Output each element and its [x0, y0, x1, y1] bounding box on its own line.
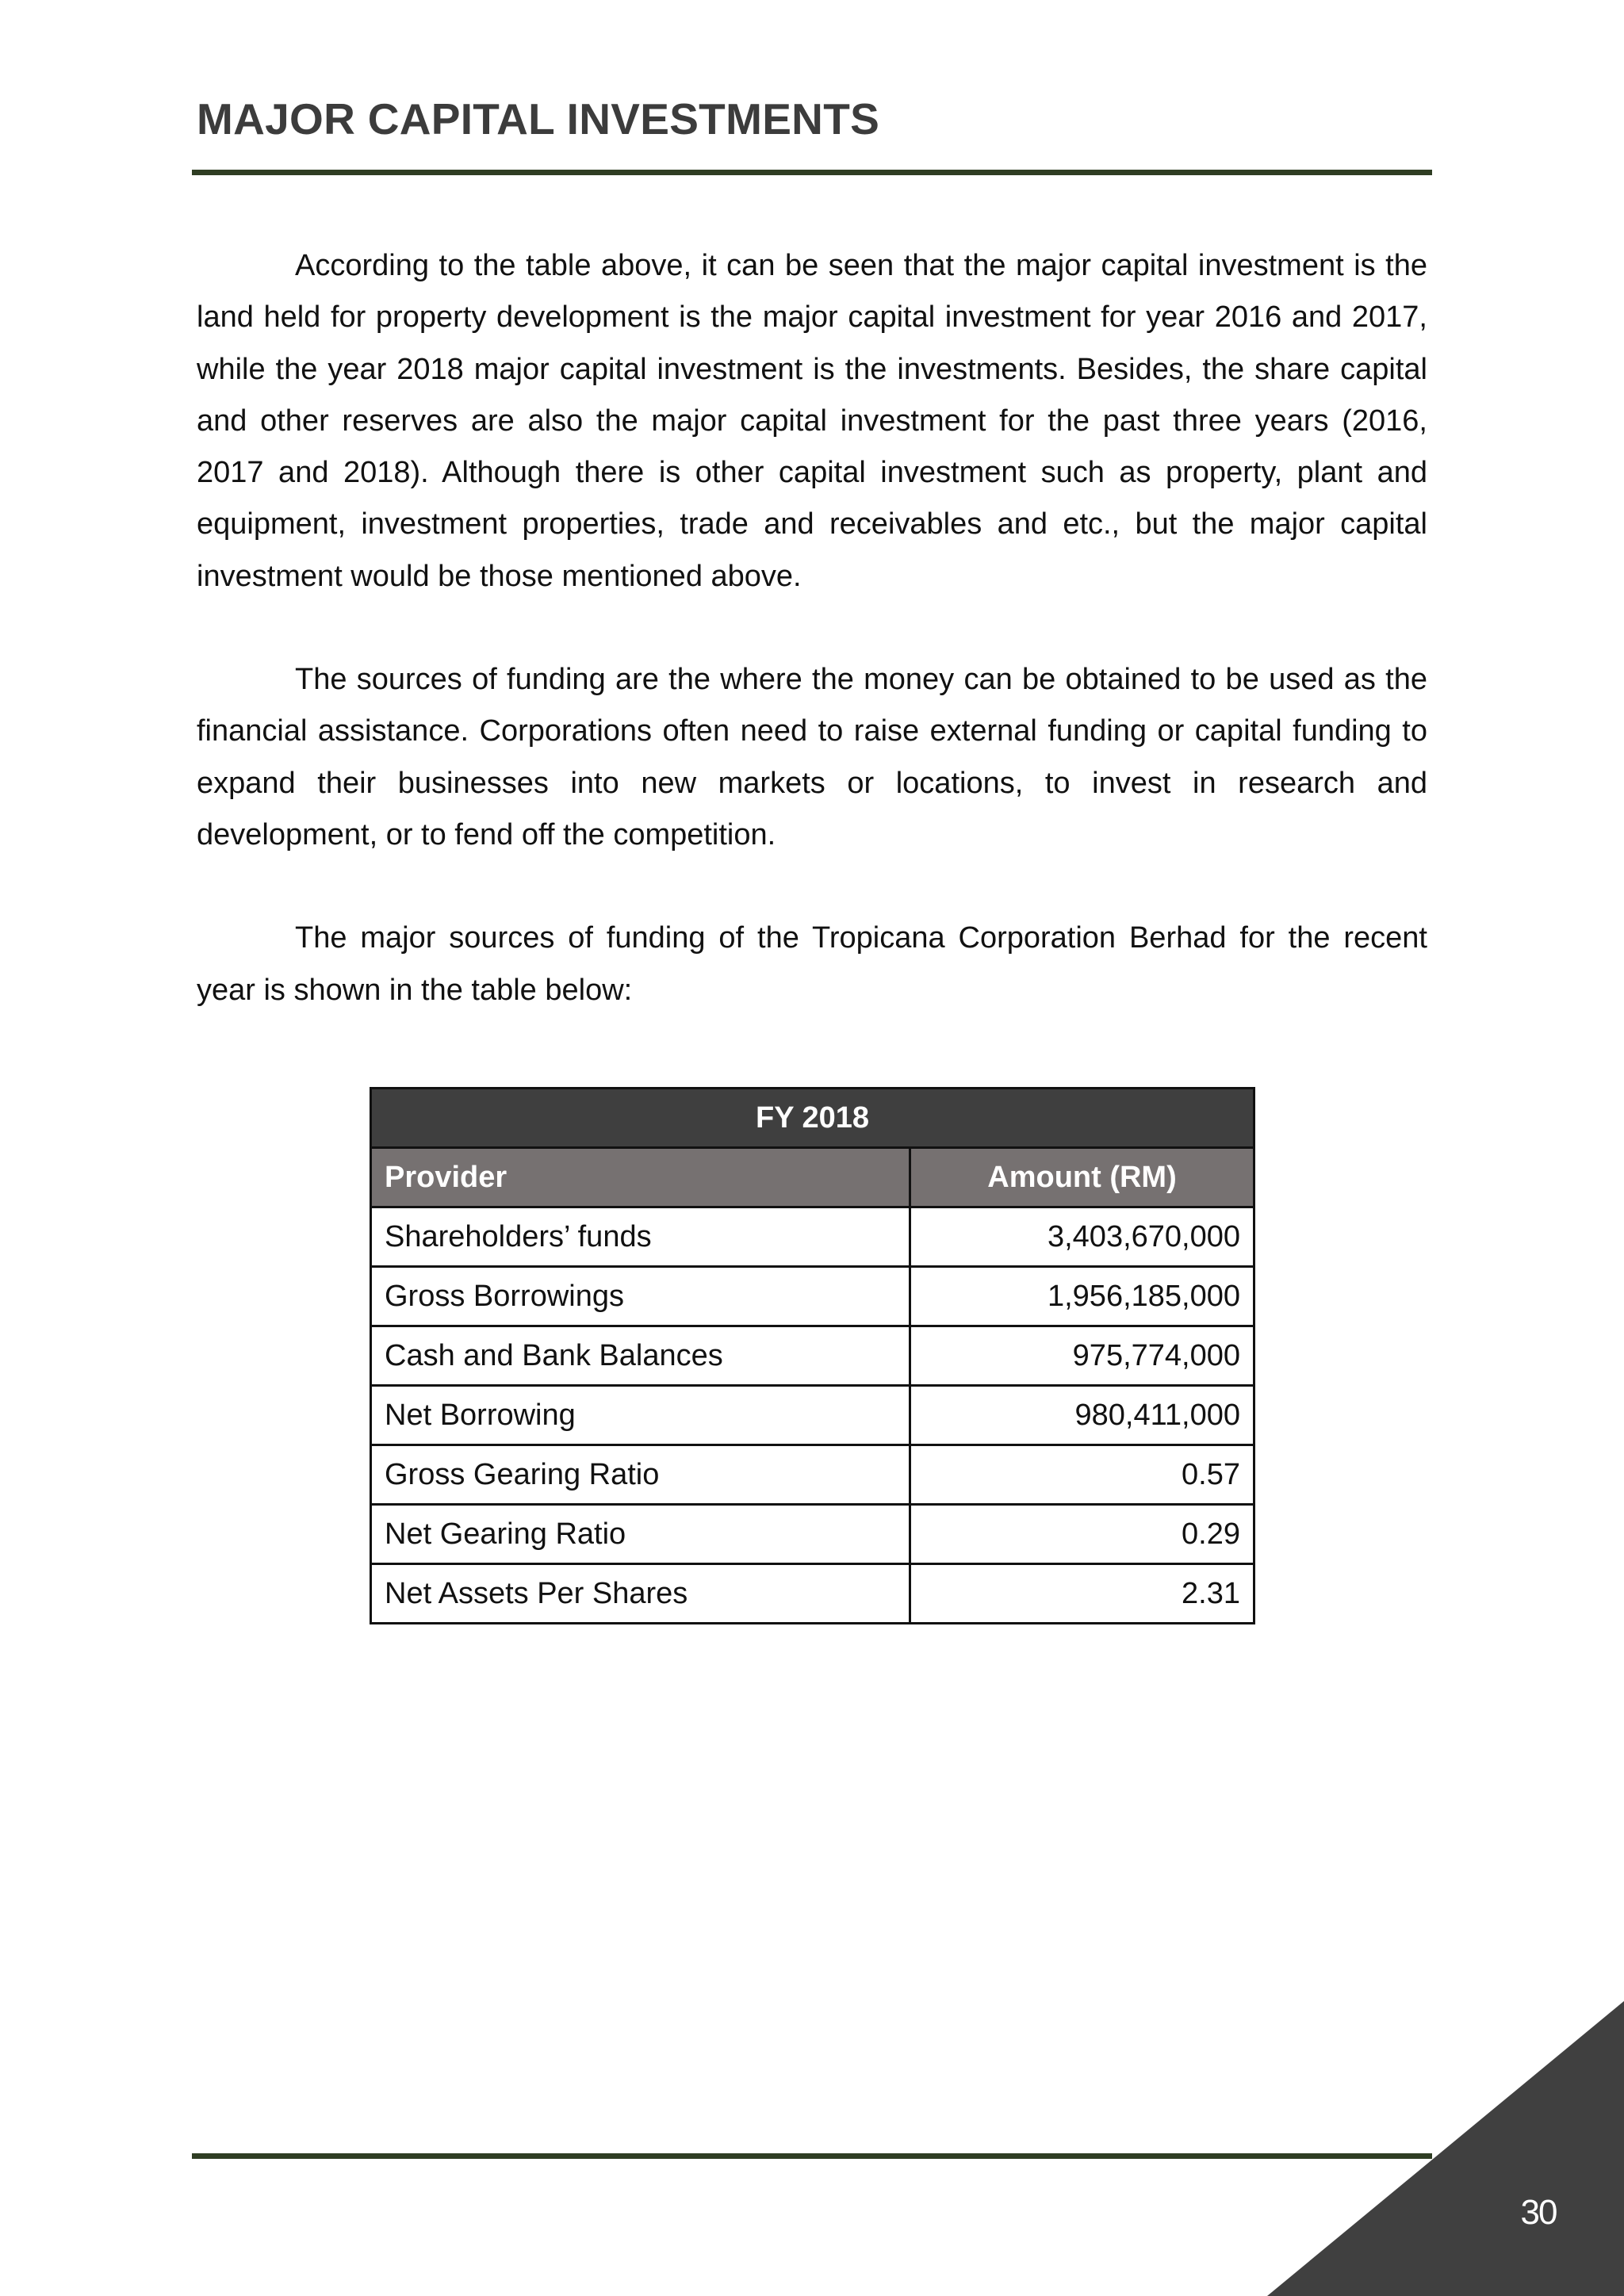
- paragraph-funding-sources: The sources of funding are the where the money can be obtained to be used as the financial assistance. Corporations often need to raise external funding or capital funding to expand their businesses into new markets or locations, to invest in research and development, or to fend off the competition.: [197, 663, 1427, 851]
- provider-cell: Cash and Bank Balances: [371, 1326, 910, 1386]
- provider-cell: Shareholders’ funds: [371, 1207, 910, 1267]
- page-title: MAJOR CAPITAL INVESTMENTS: [197, 94, 880, 144]
- provider-cell: Gross Gearing Ratio: [371, 1445, 910, 1505]
- amount-cell: 980,411,000: [910, 1386, 1254, 1445]
- provider-cell: Net Gearing Ratio: [371, 1505, 910, 1564]
- page-number: 30: [1520, 2193, 1557, 2232]
- paragraph-table-intro: The major sources of funding of the Tropicana Corporation Berhad for the recent year is shown in the table below:: [197, 921, 1427, 1007]
- amount-cell: 0.57: [910, 1445, 1254, 1505]
- amount-cell: 975,774,000: [910, 1326, 1254, 1386]
- amount-cell: 1,956,185,000: [910, 1267, 1254, 1326]
- paragraph-capital-investment: According to the table above, it can be seen that the major capital investment is the land held for property development is the major capital investment for year 2016 and 2017, while the year 2018 major capital investment is the investments. Besides, the share capital and other reserves are also the major capital investment for the past three years (2016, 2017 and 2018). Although there is other capital investment such as property, plant and equipment, investment properties, trade and receivables and etc., but the major capital investment would be those mentioned above.: [197, 249, 1427, 593]
- column-header-provider: Provider: [371, 1148, 910, 1207]
- table-caption: FY 2018: [371, 1089, 1254, 1148]
- column-header-amount: Amount (RM): [910, 1148, 1254, 1207]
- provider-cell: Net Assets Per Shares: [371, 1564, 910, 1624]
- provider-cell: Net Borrowing: [371, 1386, 910, 1445]
- provider-cell: Gross Borrowings: [371, 1267, 910, 1326]
- amount-cell: 2.31: [910, 1564, 1254, 1624]
- amount-cell: 3,403,670,000: [910, 1207, 1254, 1267]
- amount-cell: 0.29: [910, 1505, 1254, 1564]
